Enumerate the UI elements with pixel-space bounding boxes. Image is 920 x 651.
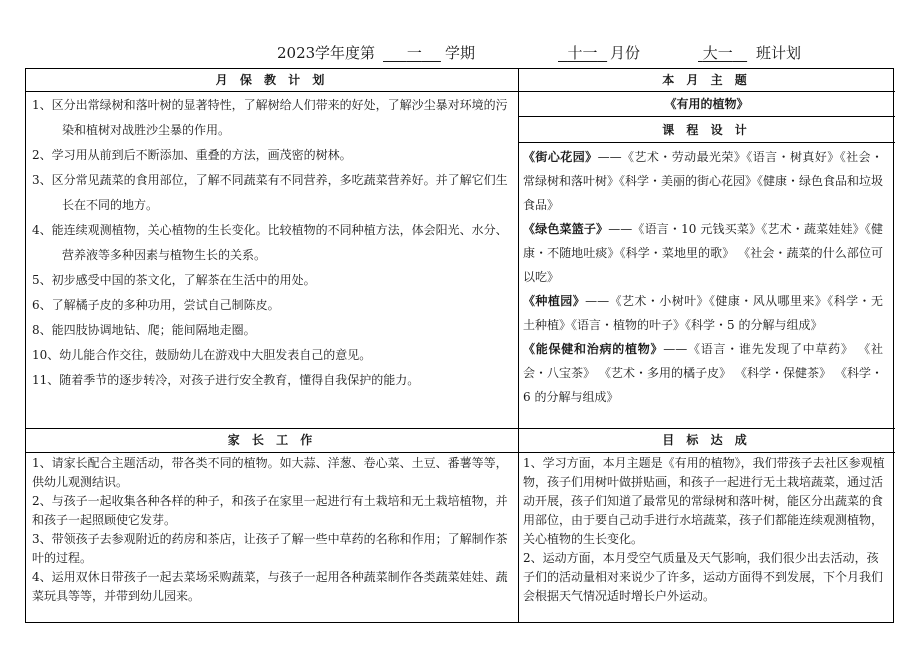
- course-unit: [523, 217, 883, 289]
- monthly-plan-list: [32, 93, 512, 393]
- plan-table: [25, 68, 894, 623]
- course-design-list: [523, 145, 883, 409]
- title-year: 2023: [277, 44, 316, 62]
- list-item: 4、运用双休日带孩子一起去菜场采购蔬菜，与孩子一起用各种蔬菜制作各类蔬菜娃娃、蔬菜玩具等等，并带到幼儿园来。: [32, 570, 508, 603]
- course-unit-title: 《街心花园》: [523, 150, 598, 164]
- title-class: 大一: [702, 44, 733, 62]
- parent-work-list: [32, 454, 512, 606]
- list-item: 2、与孩子一起收集各种各样的种子，和孩子在家里一起进行有土栽培和无土栽培植物，并和孩子一起照顾使它发芽。: [32, 494, 508, 527]
- title-class-label: 班计划: [756, 44, 802, 62]
- course-unit-detail: ——《艺术・劳动最光荣》《语言・树真好》《社会・常绿树和落叶树》《科学・美丽的街心花园》《健康・绿色食品和垃圾食品》: [523, 150, 884, 212]
- row-divider-lower: [26, 428, 895, 429]
- course-unit: [523, 145, 883, 217]
- list-item: 8、能四肢协调地钻、爬；能间隔地走圈。: [32, 323, 256, 337]
- course-unit-detail: ——《艺术・小树叶》《健康・风从哪里来》《科学・无土种植》《语言・植物的叶子》《科学・5 的分解与组成》: [523, 294, 883, 332]
- list-item: 1、区分出常绿树和落叶树的显著特性，了解树给人们带来的好处，了解沙尘暴对环境的污染和植树对战胜沙尘暴的作用。: [32, 98, 508, 137]
- course-unit-detail: ——《语言・谁先发现了中草药》 《社会・八宝茶》 《艺术・多用的橘子皮》 《科学・保健茶》 《科学・6 的分解与组成》: [523, 342, 883, 404]
- title-month: 十一: [567, 44, 598, 62]
- list-item: 2、学习用从前到后不断添加、重叠的方法，画茂密的树林。: [32, 148, 352, 162]
- column-divider: [518, 69, 519, 622]
- title-term-label: 学期: [445, 44, 476, 62]
- plan-title: [0, 42, 920, 64]
- course-unit: [523, 289, 883, 337]
- course-unit-detail: ——《语言・10 元钱买菜》《艺术・蔬菜娃娃》《健康・不随地吐痰》《科学・菜地里的歌》 《社会・蔬菜的什么部位可以吃》: [523, 222, 883, 284]
- list-item: 11、随着季节的逐步转冷，对孩子进行安全教育，懂得自我保护的能力。: [32, 373, 420, 387]
- course-unit: [523, 337, 883, 409]
- list-item: 1、请家长配合主题活动，带各类不同的植物。如大蒜、洋葱、卷心菜、土豆、番薯等等，供幼儿观测结识。: [32, 456, 508, 489]
- list-item: 3、带领孩子去参观附近的药房和茶店，让孩子了解一些中草药的名称和作用；了解制作茶叶的过程。: [32, 532, 508, 565]
- goals-header: 目 标 达 成: [662, 433, 751, 447]
- goals-list: [523, 454, 889, 606]
- theme-title: 《有用的植物》: [664, 97, 749, 111]
- course-unit-title: 《绿色菜篮子》: [523, 222, 609, 236]
- course-design-header: 课 程 设 计: [662, 123, 751, 137]
- row-divider-theme: [519, 116, 895, 117]
- list-item: 10、幼儿能合作交往，鼓励幼儿在游戏中大胆发表自己的意见。: [32, 348, 372, 362]
- monthly-plan-header: 月 保 教 计 划: [215, 73, 329, 87]
- title-month-label: 月份: [610, 44, 641, 62]
- title-term: 一: [406, 44, 422, 62]
- row-divider-header: [26, 91, 895, 92]
- list-item: 1、学习方面，本月主题是《有用的植物》，我们带孩子去社区参观植物，孩子们用树叶做拼贴画，和孩子一起进行无土栽培蔬菜，通过活动开展，孩子们知道了最常见的常绿树和落叶树，能区分出蔬菜的食用部位，由于要自己动手进行水培蔬菜，孩子们都能连续观测植物，关心植物的生长变化。: [523, 456, 885, 546]
- list-item: 2、运动方面，本月受空气质量及天气影响，我们很少出去活动，孩子们的活动量相对来说少了许多，运动方面得不到发展，下个月我们会根据天气情况适时增长户外运动。: [523, 551, 884, 603]
- title-year-label: 学年度第: [315, 44, 376, 62]
- course-unit-title: 《种植园》: [523, 294, 586, 308]
- theme-header: 本 月 主 题: [662, 73, 751, 87]
- parent-work-header: 家 长 工 作: [227, 433, 317, 447]
- list-item: 6、了解橘子皮的多种功用，尝试自己制陈皮。: [32, 298, 280, 312]
- course-unit-title: 《能保健和治病的植物》: [523, 342, 664, 356]
- row-divider-course: [519, 142, 895, 143]
- row-divider-lower-header: [26, 452, 895, 453]
- list-item: 3、区分常见蔬菜的食用部位，了解不同蔬菜有不同营养，多吃蔬菜营养好。并了解它们生长在不同的地方。: [32, 173, 508, 212]
- list-item: 4、能连续观测植物，关心植物的生长变化。比较植物的不同种植方法，体会阳光、水分、营养液等多种因素与植物生长的关系。: [32, 223, 508, 262]
- list-item: 5、初步感受中国的茶文化，了解茶在生活中的用处。: [32, 273, 316, 287]
